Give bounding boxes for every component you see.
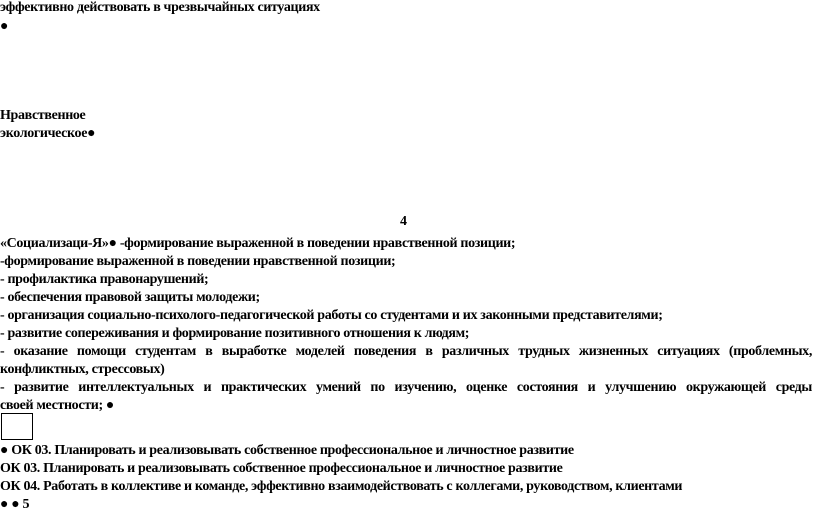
competency-ok03: ОК 03. Планировать и реализовывать собственное профессиональное и личностное развитие — [0, 461, 563, 476]
text-line-assistance: - оказание помощи студентам в выработке моделей поведения в различных трудных жизненных ситуациях (проблемных, — [0, 344, 812, 359]
heading-moral: Нравственное — [0, 108, 86, 123]
text-line-locality: своей местности; ● — [0, 398, 115, 413]
competency-ok03-bullet: ● ОК 03. Планировать и реализовывать собственное профессиональное и личностное развитие — [0, 443, 574, 458]
text-line-intellectual: - развитие интеллектуальных и практических умений по изучению, оценке состояния и улучшению окружающей среды — [0, 380, 812, 395]
heading-ecological: экологическое● — [0, 126, 96, 141]
text-line-socialization: «Социализаци-Я»● -формирование выраженной в поведении нравственной позиции; — [0, 236, 516, 251]
footer-bullets: ● ● 5 — [0, 497, 30, 512]
empty-box — [1, 413, 33, 440]
text-line-legal-protection: - обеспечения правовой защиты молодежи; — [0, 290, 260, 305]
text-line-moral-position: -формирование выраженной в поведении нравственной позиции; — [0, 254, 396, 269]
text-line-social-work: - организация социально-психолого-педагогической работы со студентами и их законными представителями; — [0, 308, 663, 323]
text-line-top: эффективно действовать в чрезвычайных ситуациях — [0, 0, 320, 15]
bullet-marker: ● — [0, 19, 9, 34]
text-line-empathy: - развитие сопереживания и формирование позитивного отношения к людям; — [0, 326, 470, 341]
competency-ok04: ОК 04. Работать в коллективе и команде, эффективно взаимодействовать с коллегами, руководством, клиентами — [0, 479, 683, 494]
page-number: 4 — [400, 214, 407, 229]
text-line-stressful: конфликтных, стрессовых) — [0, 362, 165, 377]
text-line-prevention: - профилактика правонарушений; — [0, 272, 209, 287]
